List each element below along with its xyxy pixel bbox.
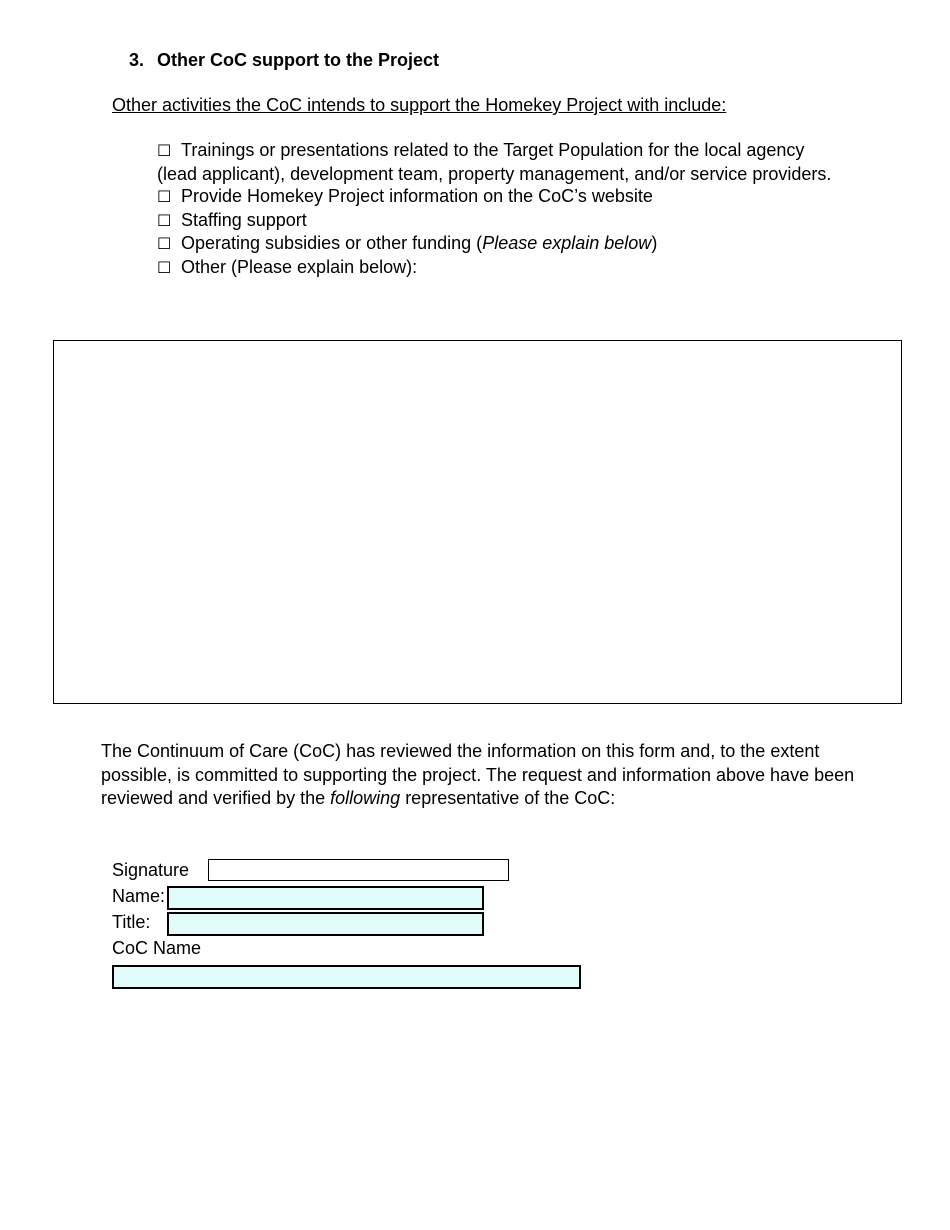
coc-name-field[interactable] <box>112 965 581 989</box>
explanation-text-area[interactable] <box>53 340 902 704</box>
signature-label: Signature <box>112 860 190 880</box>
option-operating-subsidies-italic: Please explain below <box>482 233 652 253</box>
checkbox-operating-subsidies[interactable]: ☐ <box>157 234 172 253</box>
option-trainings-label: Trainings or presentations related to the Target Population for the local agency (lead applicant), development team, property management, and/or service providers. <box>157 140 832 184</box>
title-label: Title: <box>112 912 151 932</box>
name-label: Name: <box>112 886 166 906</box>
statement-part1: The Continuum of Care (CoC) has reviewed the information on this form and, to the extent possible, is committed to supporting the project. The request and information above have been reviewed and verified by the <box>101 741 855 808</box>
section-heading <box>129 50 439 71</box>
option-trainings <box>157 139 847 185</box>
statement-part2: representative of the CoC: <box>400 788 616 808</box>
checkbox-trainings[interactable]: ☐ <box>157 141 172 160</box>
section-title: Other CoC support to the Project <box>157 50 440 70</box>
section-number: 3. <box>129 50 145 70</box>
option-operating-subsidies-label: Operating subsidies or other funding ( <box>181 233 483 253</box>
option-other <box>157 256 847 280</box>
option-website-info <box>157 185 847 209</box>
checkbox-website-info[interactable]: ☐ <box>157 187 172 206</box>
checkbox-staffing[interactable]: ☐ <box>157 210 172 230</box>
name-field[interactable] <box>167 886 484 910</box>
option-operating-subsidies <box>157 232 847 256</box>
coc-name-label: CoC Name <box>112 938 202 958</box>
option-staffing-label: Staffing support <box>181 209 307 230</box>
option-website-info-label: Provide Homekey Project information on the CoC’s website <box>181 186 653 206</box>
title-field[interactable] <box>167 912 484 936</box>
option-operating-subsidies-suffix: ) <box>651 233 658 253</box>
checkbox-other[interactable]: ☐ <box>157 257 172 277</box>
support-options-list <box>157 139 847 279</box>
intro-text: Other activities the CoC intends to support the Homekey Project with include: <box>112 95 727 115</box>
option-other-label: Other (Please explain below): <box>181 256 418 277</box>
commitment-statement <box>101 740 861 811</box>
option-staffing <box>157 209 847 233</box>
signature-field[interactable] <box>208 859 509 881</box>
statement-italic: following <box>330 788 401 808</box>
